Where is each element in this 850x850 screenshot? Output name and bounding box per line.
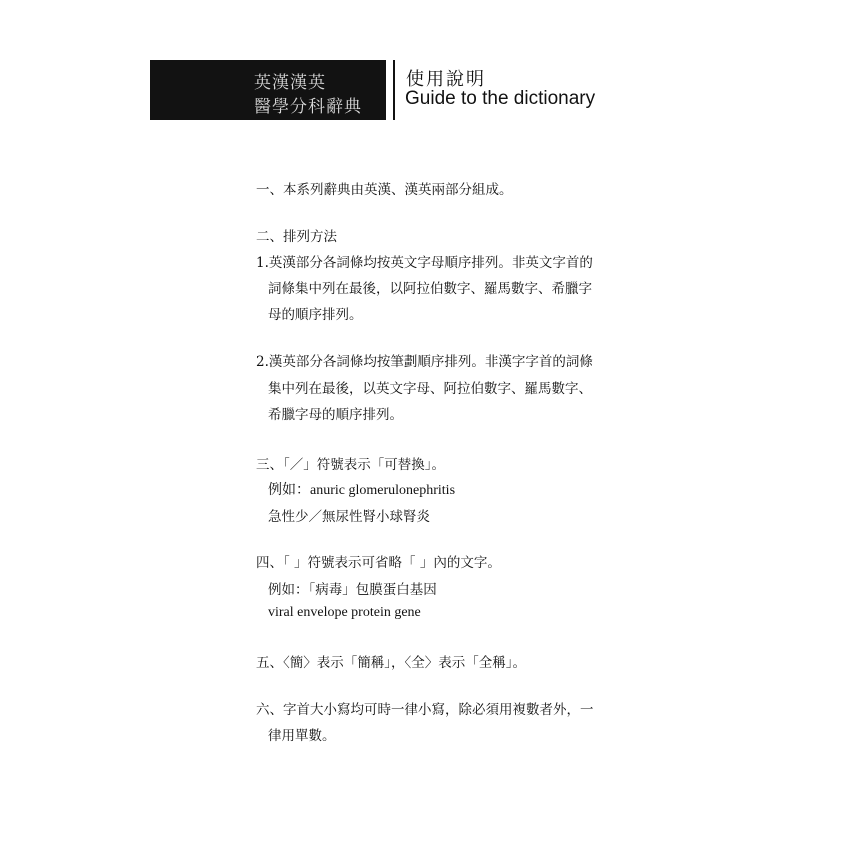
section-6-line1: 六、字首大小寫均可時一律小寫，除必須用複數者外，一 <box>256 702 594 718</box>
section-4-example-en: viral envelope protein gene <box>268 605 421 620</box>
section-3-example-en: 例如：anuric glomerulonephritis <box>268 483 456 498</box>
section-2-item1-line2: 詞條集中列在最後，以阿拉伯數字、羅馬數字、希臘字 <box>268 281 592 297</box>
section-4-heading: 四、「 」符號表示可省略「 」內的文字。 <box>256 555 501 571</box>
section-2-item1-line1: 1.英漢部分各詞條均按英文字母順序排列。非英文字首的 <box>256 255 593 271</box>
guide-title-cn: 使用說明 <box>406 69 486 90</box>
section-2-item2-line1: 2.漢英部分各詞條均按筆劃順序排列。非漢字字首的詞條 <box>256 354 593 370</box>
title-cn-line1: 英漢漢英 <box>254 73 326 93</box>
title-block <box>150 60 386 120</box>
section-2-item2-line2: 集中列在最後，以英文字母、阿拉伯數字、羅馬數字、 <box>268 381 592 397</box>
section-4-example-cn: 例如：「病毒」包膜蛋白基因 <box>268 582 437 598</box>
section-1: 一、本系列辭典由英漢、漢英兩部分組成。 <box>256 182 513 198</box>
section-5: 五、〈簡〉表示「簡稱」，〈全〉表示「全稱」。 <box>256 655 526 671</box>
section-2-item2-line3: 希臘字母的順序排列。 <box>268 407 403 423</box>
section-3-heading: 三、「／」符號表示「可替換」。 <box>256 457 445 473</box>
title-cn-line2: 醫學分科辭典 <box>254 97 362 117</box>
section-2-heading: 二、排列方法 <box>256 229 337 245</box>
title-divider <box>393 60 395 120</box>
guide-title-en: Guide to the dictionary <box>405 88 596 109</box>
section-3-example-cn: 急性少／無尿性腎小球腎炎 <box>268 509 430 525</box>
section-6-line2: 律用單數。 <box>268 728 336 744</box>
section-2-item1-line3: 母的順序排列。 <box>268 307 363 323</box>
